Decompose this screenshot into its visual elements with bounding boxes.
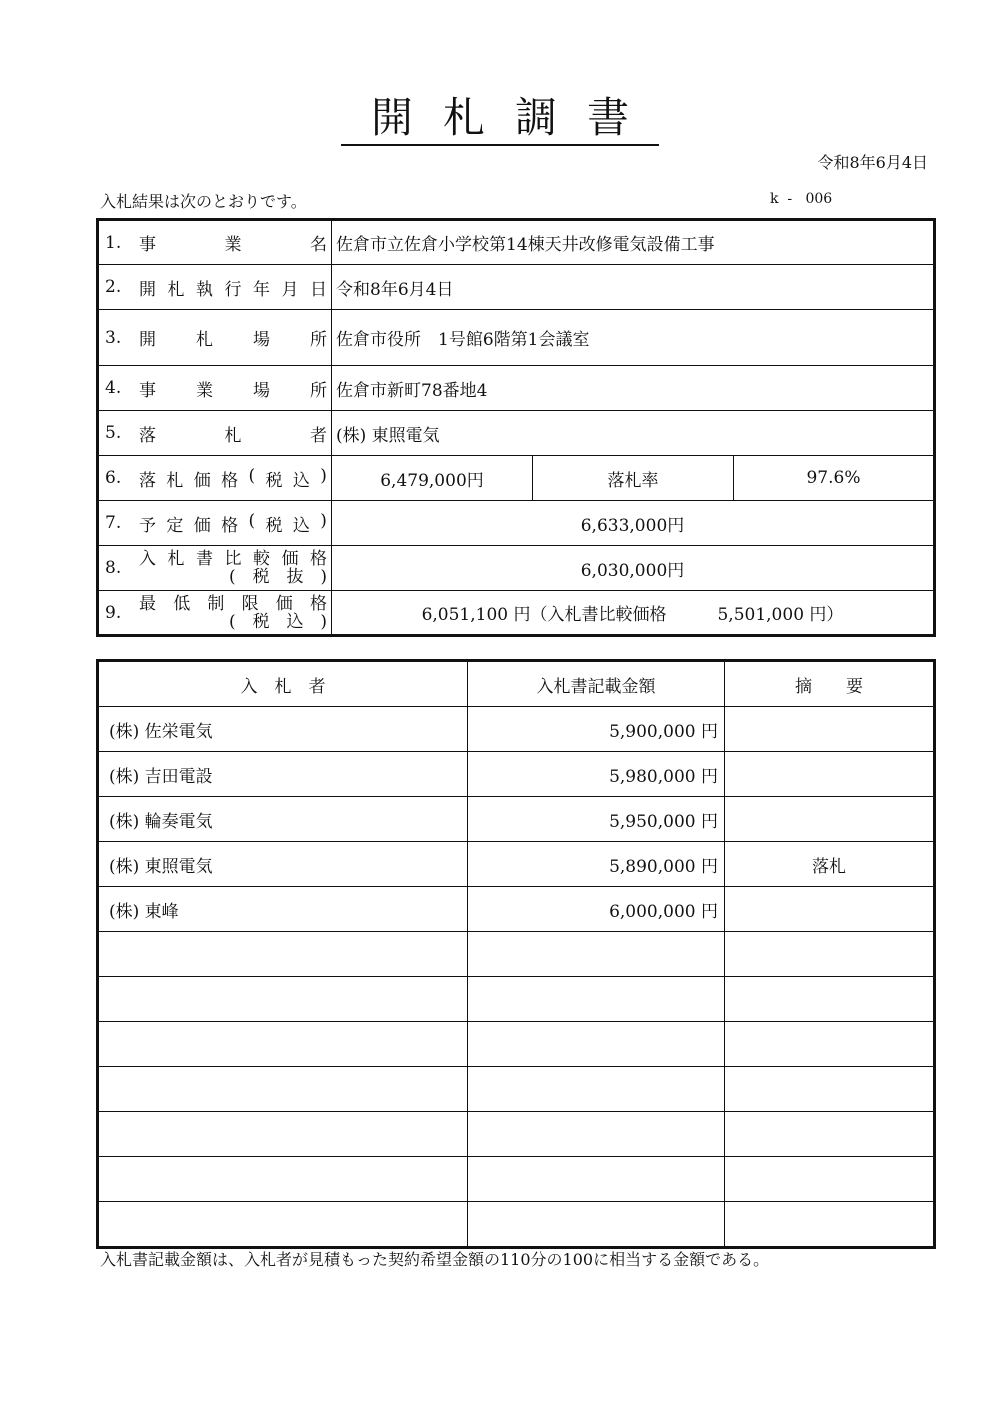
- label-char: 制: [207, 593, 225, 614]
- label-char: 定: [166, 515, 184, 536]
- label-char: ): [320, 611, 327, 632]
- bid-amount: [468, 1202, 725, 1248]
- bid-amount: 5,980,000 円: [468, 752, 725, 797]
- label-char: 札: [167, 549, 185, 569]
- label-char: ): [320, 567, 327, 587]
- label-char: 抜: [286, 567, 304, 587]
- bid-amount: [468, 932, 725, 977]
- bidder-name: [98, 977, 468, 1022]
- bid-amount: [468, 977, 725, 1022]
- bid-row: [98, 797, 935, 842]
- project-site: 佐倉市新町78番地4: [332, 366, 935, 411]
- project-name: 佐倉市立佐倉小学校第14棟天井改修電気設備工事: [332, 220, 935, 265]
- bid-amount: 5,950,000 円: [468, 797, 725, 842]
- label-char: 落: [139, 425, 156, 446]
- label-char: 格: [221, 470, 239, 491]
- info-label-min: 9. 最 低 制 限 価 格 ( 税 込 ): [98, 591, 332, 636]
- label-char: 開: [139, 279, 156, 300]
- bid-row: [98, 1202, 935, 1248]
- bid-note: [725, 977, 935, 1022]
- note-header: 摘 要: [725, 661, 935, 707]
- comparison-price: 6,030,000円: [332, 546, 935, 591]
- info-label-winner: 5. 落 札 者: [98, 411, 332, 456]
- bid-row: [98, 842, 935, 887]
- bidder-header: 入 札 者: [98, 661, 468, 707]
- info-label-open-date: 2. 開 札 執 行 年 月 日: [98, 265, 332, 310]
- label-char: 税: [252, 611, 270, 632]
- bid-row: [98, 1067, 935, 1112]
- winning-bidder: (株) 東照電気: [332, 411, 935, 456]
- label-char: ): [320, 510, 327, 531]
- bidder-name: (株) 東峰: [98, 887, 468, 932]
- bid-amount: [468, 1112, 725, 1157]
- label-char: 札: [167, 279, 185, 300]
- bidder-name: [98, 1112, 468, 1157]
- info-label-project: 1. 事 業 名: [98, 220, 332, 265]
- bidder-name: [98, 1067, 468, 1112]
- label-char: 価: [275, 593, 293, 614]
- label-char: 所: [310, 380, 327, 401]
- label-char: 名: [310, 235, 327, 255]
- info-row-min: [98, 591, 935, 636]
- bidder-name: (株) 吉田電設: [98, 752, 468, 797]
- bid-amount: [468, 1157, 725, 1202]
- label-char: (: [229, 567, 236, 587]
- bids-table: [96, 659, 936, 1249]
- amount-header: 入札書記載金額: [468, 661, 725, 707]
- info-row-site: [98, 366, 935, 411]
- info-row-winner: [98, 411, 935, 456]
- bid-amount: [468, 1067, 725, 1112]
- label-char: 込: [292, 515, 310, 536]
- label-char: 税: [265, 470, 283, 491]
- label-char: 価: [193, 470, 211, 491]
- label-char: 書: [196, 549, 213, 569]
- bid-row: [98, 1112, 935, 1157]
- bidder-name: [98, 932, 468, 977]
- bidder-name: (株) 輪奏電気: [98, 797, 468, 842]
- bid-amount: 5,900,000 円: [468, 707, 725, 752]
- bid-note: [725, 1067, 935, 1112]
- label-char: 業: [196, 380, 213, 401]
- info-row-project: [98, 220, 935, 265]
- bid-row: [98, 707, 935, 752]
- tender-info-table: [96, 218, 936, 637]
- bid-note: [725, 1202, 935, 1248]
- label-char: 日: [310, 279, 327, 300]
- bid-note: [725, 707, 935, 752]
- label-char: (: [229, 611, 236, 632]
- label-char: 事: [139, 380, 156, 401]
- document-date: 令和8年6月4日: [817, 153, 928, 172]
- winning-rate: 97.6%: [734, 456, 935, 501]
- label-char: (: [248, 465, 256, 486]
- label-char: 限: [241, 593, 259, 614]
- bid-note: [725, 752, 935, 797]
- label-char: 年: [253, 279, 270, 300]
- bid-note: [725, 1022, 935, 1067]
- bid-row: [98, 887, 935, 932]
- bid-row: [98, 1157, 935, 1202]
- info-label-compare: 8. 入 札 書 比 較 価 格 ( 税 抜 ): [98, 546, 332, 591]
- winning-price: 6,479,000円: [332, 456, 533, 501]
- bids-header-row: [98, 661, 935, 707]
- label-char: 最: [139, 593, 156, 614]
- bid-row: [98, 1022, 935, 1067]
- label-char: 月: [281, 279, 299, 300]
- label-char: 札: [166, 470, 184, 491]
- bid-amount: [468, 1022, 725, 1067]
- label-char: 札: [196, 330, 213, 350]
- label-char: 格: [309, 593, 327, 614]
- label-char: 格: [310, 549, 327, 569]
- info-label-planned: 7. 予 定 価 格 ( 税 込 ): [98, 501, 332, 546]
- label-char: 込: [286, 611, 304, 632]
- info-row-compare: [98, 546, 935, 591]
- document-code: k - 006: [770, 191, 833, 207]
- open-date: 令和8年6月4日: [332, 265, 935, 310]
- label-char: 格: [221, 515, 239, 536]
- label-char: 落: [139, 470, 156, 491]
- bid-note: [725, 932, 935, 977]
- bid-amount: 6,000,000 円: [468, 887, 725, 932]
- info-label-place: 3. 開 札 場 所: [98, 310, 332, 366]
- label-char: 事: [139, 235, 156, 255]
- bid-note: [725, 887, 935, 932]
- label-char: 込: [292, 470, 310, 491]
- document-title: 開札調書: [0, 95, 1000, 141]
- bidder-name: [98, 1202, 468, 1248]
- bid-note: [725, 1157, 935, 1202]
- label-char: 者: [310, 425, 327, 446]
- bid-note: [725, 1112, 935, 1157]
- intro-text: 入札結果は次のとおりです。: [100, 192, 307, 211]
- bidder-name: (株) 東照電気: [98, 842, 468, 887]
- info-row-planned: [98, 501, 935, 546]
- label-char: 入: [139, 549, 156, 569]
- bid-amount: 5,890,000 円: [468, 842, 725, 887]
- bid-note: [725, 797, 935, 842]
- bidder-name: [98, 1157, 468, 1202]
- info-label-price: 6. 落 札 価 格 ( 税 込 ): [98, 456, 332, 501]
- label-char: 札: [224, 425, 242, 446]
- label-char: (: [248, 510, 256, 531]
- info-row-place: [98, 310, 935, 366]
- info-row-price: [98, 456, 935, 501]
- label-char: 価: [281, 549, 299, 569]
- minimum-price: 6,051,100 円（入札書比較価格 5,501,000 円）: [332, 591, 935, 636]
- bid-row: [98, 752, 935, 797]
- info-row-open-date: [98, 265, 935, 310]
- label-char: 価: [193, 515, 211, 536]
- bid-note: 落札: [725, 842, 935, 887]
- label-char: 比: [224, 549, 242, 569]
- label-char: 執: [196, 279, 213, 300]
- label-char: 業: [224, 235, 242, 255]
- rate-label: 落札率: [533, 456, 734, 501]
- label-char: 開: [139, 330, 156, 350]
- label-char: 低: [173, 593, 191, 614]
- label-char: 税: [252, 567, 270, 587]
- bid-row: [98, 977, 935, 1022]
- bidder-name: [98, 1022, 468, 1067]
- label-char: 場: [253, 330, 270, 350]
- bid-row: [98, 932, 935, 977]
- label-char: 行: [224, 279, 242, 300]
- label-char: 予: [139, 515, 156, 536]
- label-char: 較: [253, 549, 270, 569]
- info-label-site: 4. 事 業 場 所: [98, 366, 332, 411]
- label-char: ): [320, 465, 327, 486]
- footnote: 入札書記載金額は、入札者が見積もった契約希望金額の110分の100に相当する金額である。: [100, 1250, 770, 1269]
- bidder-name: (株) 佐栄電気: [98, 707, 468, 752]
- planned-price: 6,633,000円: [332, 501, 935, 546]
- label-char: 税: [265, 515, 283, 536]
- label-char: 場: [253, 380, 270, 401]
- opening-place: 佐倉市役所 1号館6階第1会議室: [332, 310, 935, 366]
- label-char: 所: [310, 330, 327, 350]
